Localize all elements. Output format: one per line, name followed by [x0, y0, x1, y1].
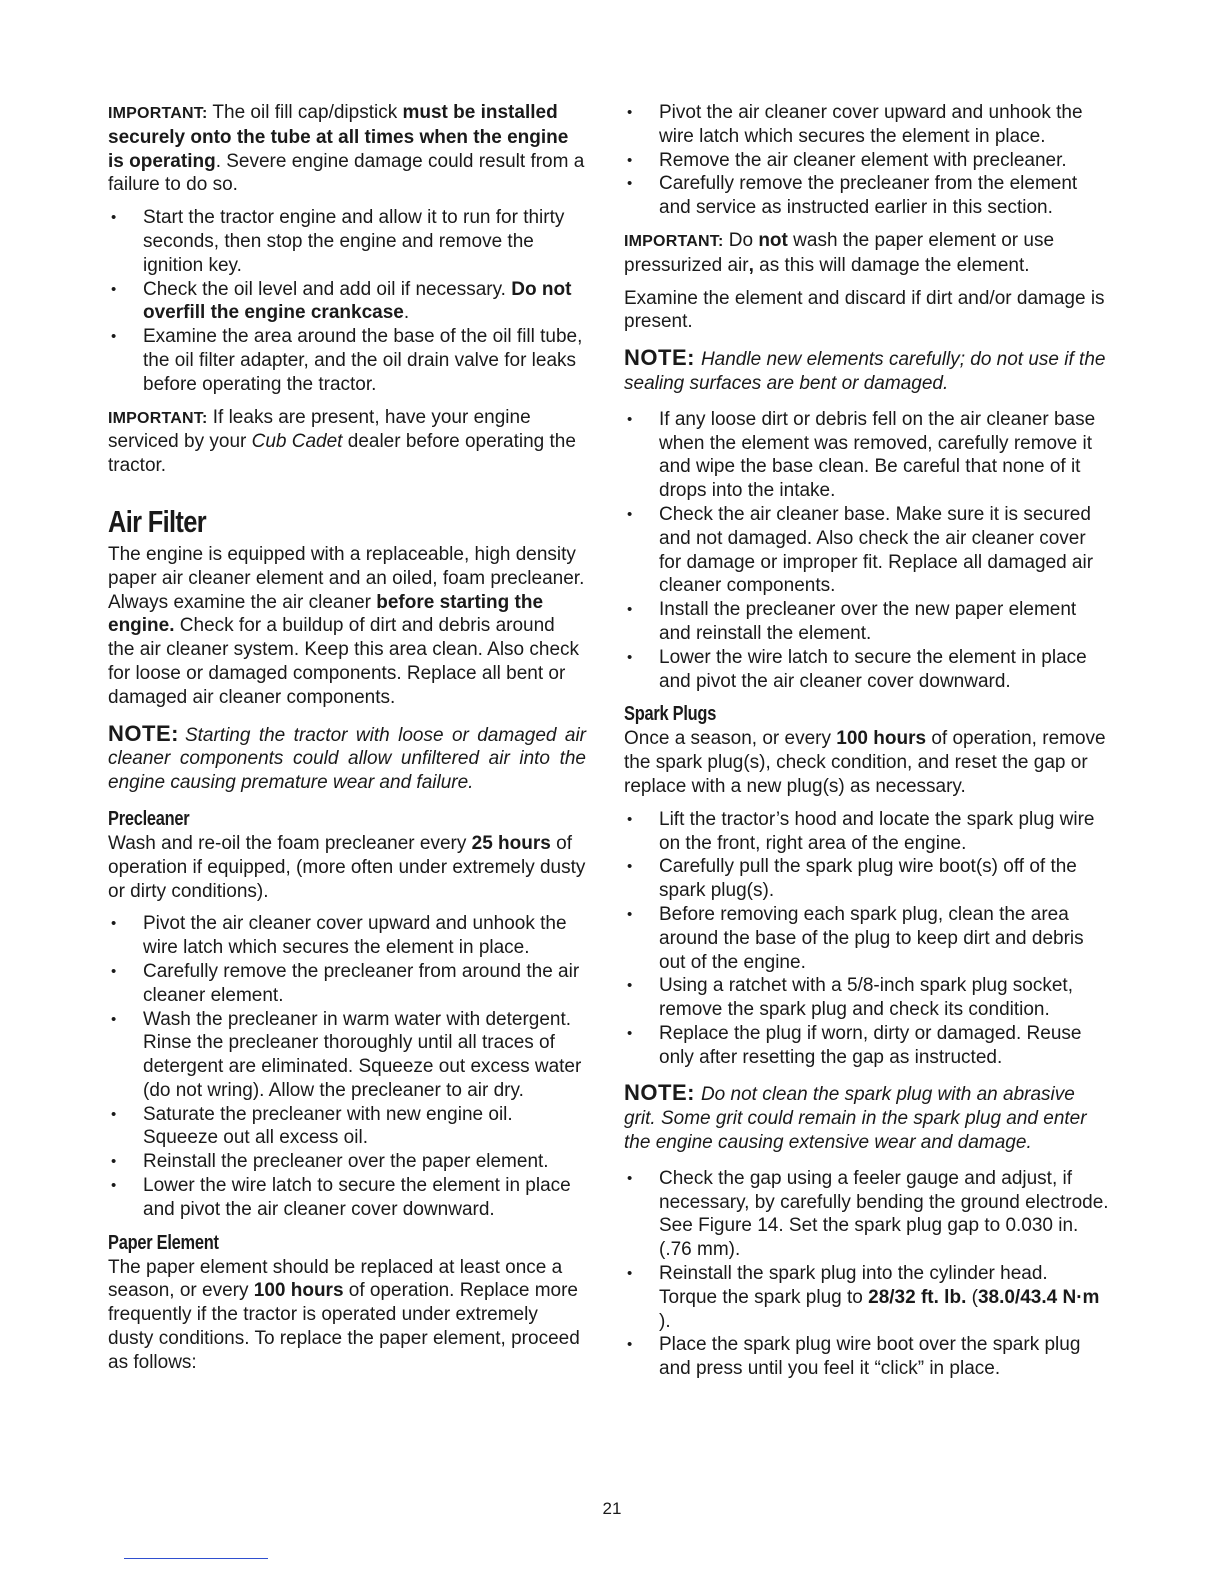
- list-item: • Pivot the air cleaner cover upward and unhook the wire latch which secures the element in place.: [624, 101, 1110, 149]
- list-item: • Carefully remove the precleaner from around the air cleaner element.: [108, 960, 586, 1008]
- list-item: • Replace the plug if worn, dirty or damaged. Reuse only after resetting the gap as instructed.: [624, 1022, 1110, 1070]
- list-item: • Install the precleaner over the new paper element and reinstall the element.: [624, 598, 1110, 646]
- list-item: • Wash the precleaner in warm water with detergent. Rinse the precleaner thoroughly until all traces of detergent are eliminated. Squeeze out excess water (do not wring). Allow the precleaner to air dry.: [108, 1008, 586, 1103]
- right-column: [624, 101, 1110, 1390]
- list-item: • Lower the wire latch to secure the element in place and pivot the air cleaner cover downward.: [624, 646, 1110, 694]
- list-item: • Place the spark plug wire boot over the spark plug and press until you feel it “click” in place.: [624, 1333, 1110, 1381]
- paper-element-steps: [624, 101, 1110, 220]
- reinstall-steps: [624, 408, 1110, 694]
- important-note-washing: IMPORTANT: Do not wash the paper element or use pressurized air, as this will damage the element.: [624, 229, 1055, 276]
- spark-plug-gap-steps: [624, 1167, 1110, 1381]
- page-number: 21: [602, 1499, 622, 1518]
- list-item: • Carefully remove the precleaner from the element and service as instructed earlier in this section.: [624, 172, 1110, 220]
- note-air-filter: NOTE: Starting the tractor with loose or damaged air cleaner components could allow unfiltered air into the engine causing premature wear and failure.: [108, 720, 586, 794]
- list-item: • Check the gap using a feeler gauge and adjust, if necessary, by carefully bending the ground electrode. See Figure 14. Set the spark plug gap to 0.030 in. (.76 mm).: [624, 1167, 1110, 1262]
- oil-check-list: [108, 206, 586, 396]
- list-item: • Lift the tractor’s hood and locate the spark plug wire on the front, right area of the engine.: [624, 808, 1110, 856]
- examine-element-text: Examine the element and discard if dirt and/or damage is present.: [624, 287, 1105, 333]
- spark-plugs-intro: Once a season, or every 100 hours of operation, remove the spark plug(s), check condition, and reset the gap or replace with a new plug(s) as necessary.: [624, 728, 1106, 797]
- precleaner-steps: [108, 912, 586, 1221]
- list-item: • Lower the wire latch to secure the element in place and pivot the air cleaner cover downward.: [108, 1174, 586, 1222]
- list-item: • Start the tractor engine and allow it to run for thirty seconds, then stop the engine and remove the ignition key.: [108, 206, 586, 277]
- subheading-paper-element: Paper Element: [108, 1231, 219, 1254]
- list-item: • Examine the area around the base of the oil fill tube, the oil filter adapter, and the oil drain valve for leaks before operating the tractor.: [108, 325, 586, 396]
- list-item: • Reinstall the spark plug into the cylinder head. Torque the spark plug to 28/32 ft. lb. (38.0/43.4 N·m ).: [624, 1262, 1110, 1333]
- spark-plug-steps: [624, 808, 1110, 1070]
- paper-element-intro: The paper element should be replaced at least once a season, or every 100 hours of operation. Replace more frequently if the tractor is operated under extremely dusty conditions. To replace the paper element, proceed as follows:: [108, 1256, 580, 1373]
- precleaner-intro: Wash and re-oil the foam precleaner every 25 hours of operation if equipped, (more often under extremely dusty or dirty conditions).: [108, 832, 586, 902]
- left-column: [108, 101, 586, 1384]
- list-item: • Check the oil level and add oil if necessary. Do not overfill the engine crankcase.: [108, 278, 586, 326]
- subheading-precleaner: Precleaner: [108, 807, 190, 830]
- list-item: • If any loose dirt or debris fell on the air cleaner base when the element was removed, carefully remove it and wipe the base clean. Be careful that none of it drops into the intake.: [624, 408, 1110, 503]
- footer-rule: [124, 1558, 268, 1559]
- subheading-spark-plugs: Spark Plugs: [624, 703, 717, 726]
- list-item: • Check the air cleaner base. Make sure it is secured and not damaged. Also check the air cleaner cover for damage or improper fit. Replace all damaged air cleaner components.: [624, 503, 1110, 598]
- note-spark-plug-grit: NOTE: Do not clean the spark plug with an abrasive grit. Some grit could remain in the spark plug and enter the engine causing extensive wear and damage.: [624, 1080, 1087, 1154]
- list-item: • Saturate the precleaner with new engine oil. Squeeze out all excess oil.: [108, 1103, 586, 1151]
- list-item: • Pivot the air cleaner cover upward and unhook the wire latch which secures the element in place.: [108, 912, 586, 960]
- important-note-dipstick: IMPORTANT: The oil fill cap/dipstick must be installed securely onto the tube at all times when the engine is operating. Severe engine damage could result from a failure to do so.: [108, 102, 585, 196]
- important-note-leaks: IMPORTANT: If leaks are present, have your engine serviced by your Cub Cadet dealer before operating the tractor.: [108, 406, 576, 477]
- list-item: • Before removing each spark plug, clean the area around the base of the plug to keep dirt and debris out of the engine.: [624, 903, 1110, 974]
- list-item: • Reinstall the precleaner over the paper element.: [108, 1150, 586, 1174]
- air-filter-intro: The engine is equipped with a replaceable, high density paper air cleaner element and an oiled, foam precleaner. Always examine the air cleaner before starting the engine. Check for a buildup of dirt and debris around the air cleaner system. Keep this area clean. Also check for loose or damaged components. Replace all bent or damaged air cleaner components.: [108, 543, 585, 708]
- note-handle-elements: NOTE: Handle new elements carefully; do not use if the sealing surfaces are bent or damaged.: [624, 345, 1106, 394]
- list-item: • Using a ratchet with a 5/8-inch spark plug socket, remove the spark plug and check its condition.: [624, 974, 1110, 1022]
- list-item: • Carefully pull the spark plug wire boot(s) off of the spark plug(s).: [624, 855, 1110, 903]
- list-item: • Remove the air cleaner element with precleaner.: [624, 149, 1110, 173]
- section-heading-air-filter: Air Filter: [108, 503, 206, 539]
